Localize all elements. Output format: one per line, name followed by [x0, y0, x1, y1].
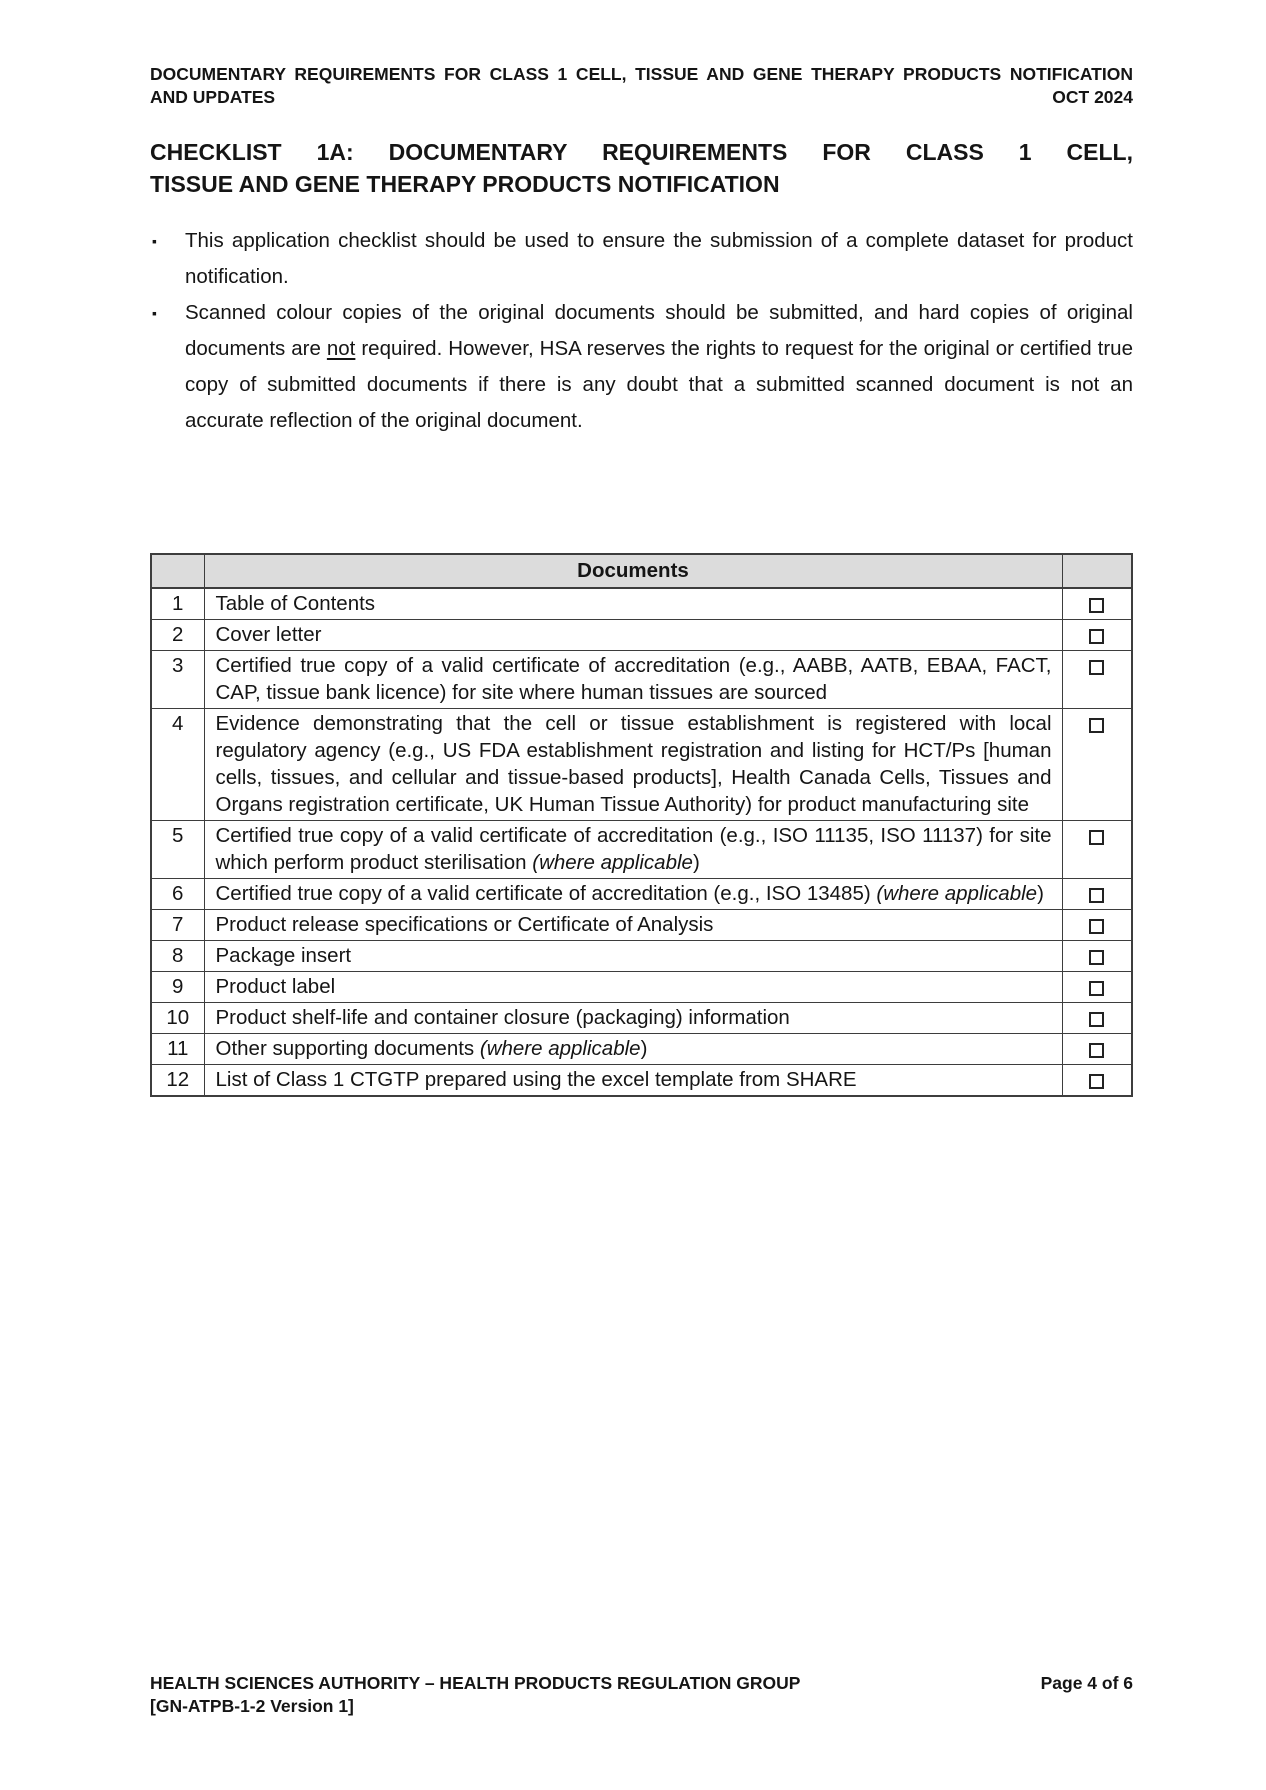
documents-header-cell: Documents	[204, 554, 1062, 588]
row-number: 8	[151, 941, 204, 972]
row-text	[204, 941, 1062, 972]
page-footer	[150, 1672, 1133, 1718]
text-segment: List of Class 1 CTGTP prepared using the excel template from SHARE	[215, 1068, 857, 1091]
page-content	[150, 0, 1133, 1097]
text-segment: Certified true copy of a valid certificate of accreditation (e.g., ISO 13485)	[215, 882, 877, 905]
row-number: 12	[151, 1065, 204, 1097]
checkbox-icon	[1089, 1043, 1104, 1058]
table-row	[151, 620, 1132, 651]
row-text	[204, 588, 1062, 620]
table-row	[151, 709, 1132, 821]
text-segment: Product shelf-life and container closure (packaging) information	[215, 1006, 790, 1029]
text-segment: )	[1037, 882, 1044, 905]
row-number: 11	[151, 1034, 204, 1065]
row-number: 4	[151, 709, 204, 821]
table-row	[151, 972, 1132, 1003]
checkbox-cell	[1062, 620, 1132, 651]
number-header-cell	[151, 554, 204, 588]
footer-org: HEALTH SCIENCES AUTHORITY – HEALTH PRODUCTS REGULATION GROUP	[150, 1673, 801, 1693]
text-segment: Certified true copy of a valid certificate of accreditation (e.g., AABB, AATB, EBAA, FACT, CAP, tissue bank licence) for site where human tissues are sourced	[215, 654, 1052, 704]
table-row	[151, 879, 1132, 910]
table-row	[151, 651, 1132, 709]
table-row	[151, 588, 1132, 620]
checkbox-cell	[1062, 821, 1132, 879]
row-number: 1	[151, 588, 204, 620]
text-segment: required. However, HSA reserves the rights to request for the original or certified true copy of submitted documents if there is any doubt that a submitted scanned document is not an accurate reflection of the original document.	[185, 337, 1133, 432]
text-segment: Evidence demonstrating that the cell or tissue establishment is registered with local regulatory agency (e.g., US FDA establishment registration and listing for HCT/Ps [human cells, tissues, and cellular and tissue-based products], Health Canada Cells, Tissues and Organs registration certificate, UK Human Tissue Authority) for product manufacturing site	[215, 712, 1052, 816]
checkbox-icon	[1089, 981, 1104, 996]
text-segment: Certified true copy of a valid certificate of accreditation (e.g., ISO 11135, ISO 11137) for site which perform product sterilisation	[215, 824, 1052, 874]
text-segment: Product release specifications or Certificate of Analysis	[215, 913, 714, 936]
text-segment: )	[640, 1037, 648, 1060]
text-segment: (where applicable	[532, 851, 693, 874]
checkbox-cell	[1062, 588, 1132, 620]
footer-page-number: Page 4 of 6	[1040, 1673, 1133, 1693]
row-text	[204, 910, 1062, 941]
checkbox-icon	[1089, 950, 1104, 965]
documents-table	[150, 553, 1133, 1097]
header-title-line1: DOCUMENTARY REQUIREMENTS FOR CLASS 1 CELL, TISSUE AND GENE THERAPY PRODUCTS NOTIFICATION	[150, 64, 1133, 84]
row-number: 10	[151, 1003, 204, 1034]
header-title-line2: AND UPDATES	[150, 87, 276, 107]
row-number: 9	[151, 972, 204, 1003]
text-segment: Cover letter	[215, 623, 322, 646]
row-text	[204, 879, 1062, 910]
row-number: 5	[151, 821, 204, 879]
row-number: 6	[151, 879, 204, 910]
row-text	[204, 651, 1062, 709]
row-number: 2	[151, 620, 204, 651]
title-line-1: CHECKLIST 1A: DOCUMENTARY REQUIREMENTS FOR CLASS 1 CELL,	[150, 139, 1133, 165]
bullet-item	[150, 295, 1133, 439]
text-segment: (where applicable	[479, 1037, 641, 1060]
bullet-square-icon: ▪	[152, 305, 157, 321]
table-row	[151, 1003, 1132, 1034]
checkbox-cell	[1062, 1003, 1132, 1034]
checkbox-cell	[1062, 941, 1132, 972]
text-segment: Scanned colour copies of the original documents should be submitted, and hard copies of original documents are	[185, 301, 1133, 360]
checkbox-icon	[1089, 598, 1104, 613]
checkbox-icon	[1089, 629, 1104, 644]
checkbox-icon	[1089, 830, 1104, 845]
row-text	[204, 821, 1062, 879]
row-text	[204, 1003, 1062, 1034]
checkbox-cell	[1062, 1065, 1132, 1097]
text-segment: Table of Contents	[215, 592, 376, 615]
table-row	[151, 1065, 1132, 1097]
footer-version: [GN-ATPB-1-2 Version 1]	[150, 1696, 354, 1716]
checkbox-icon	[1089, 718, 1104, 733]
table-header-row	[151, 554, 1132, 588]
text-segment: not	[326, 337, 356, 360]
bullet-list	[150, 223, 1133, 439]
row-text	[204, 1065, 1062, 1097]
table-row	[151, 821, 1132, 879]
checkbox-cell	[1062, 651, 1132, 709]
text-segment: )	[692, 851, 700, 874]
page-header	[150, 63, 1133, 109]
table-row	[151, 1034, 1132, 1065]
documents-table-body	[151, 588, 1132, 1096]
text-segment: Product label	[215, 975, 336, 998]
bullet-text	[185, 301, 1133, 432]
row-text	[204, 972, 1062, 1003]
text-segment: (where applicable	[876, 882, 1038, 905]
header-date: OCT 2024	[1052, 87, 1133, 107]
checkbox-header-cell	[1062, 554, 1132, 588]
bullet-item	[150, 223, 1133, 295]
checkbox-cell	[1062, 1034, 1132, 1065]
table-row	[151, 941, 1132, 972]
checkbox-icon	[1089, 660, 1104, 675]
checkbox-cell	[1062, 972, 1132, 1003]
bullet-text	[185, 229, 1133, 288]
bullet-square-icon: ▪	[152, 233, 157, 249]
row-text	[204, 709, 1062, 821]
row-text	[204, 620, 1062, 651]
table-row	[151, 910, 1132, 941]
checkbox-icon	[1089, 1074, 1104, 1089]
text-segment: This application checklist should be used to ensure the submission of a complete dataset for product notification.	[185, 229, 1133, 288]
row-text	[204, 1034, 1062, 1065]
checkbox-cell	[1062, 879, 1132, 910]
checkbox-icon	[1089, 919, 1104, 934]
text-segment: Other supporting documents	[215, 1037, 480, 1060]
text-segment: Package insert	[215, 944, 352, 967]
page-title	[150, 136, 1133, 200]
row-number: 3	[151, 651, 204, 709]
checkbox-cell	[1062, 910, 1132, 941]
title-line-2: TISSUE AND GENE THERAPY PRODUCTS NOTIFICATION	[150, 171, 780, 197]
checkbox-icon	[1089, 888, 1104, 903]
checkbox-icon	[1089, 1012, 1104, 1027]
checkbox-cell	[1062, 709, 1132, 821]
row-number: 7	[151, 910, 204, 941]
